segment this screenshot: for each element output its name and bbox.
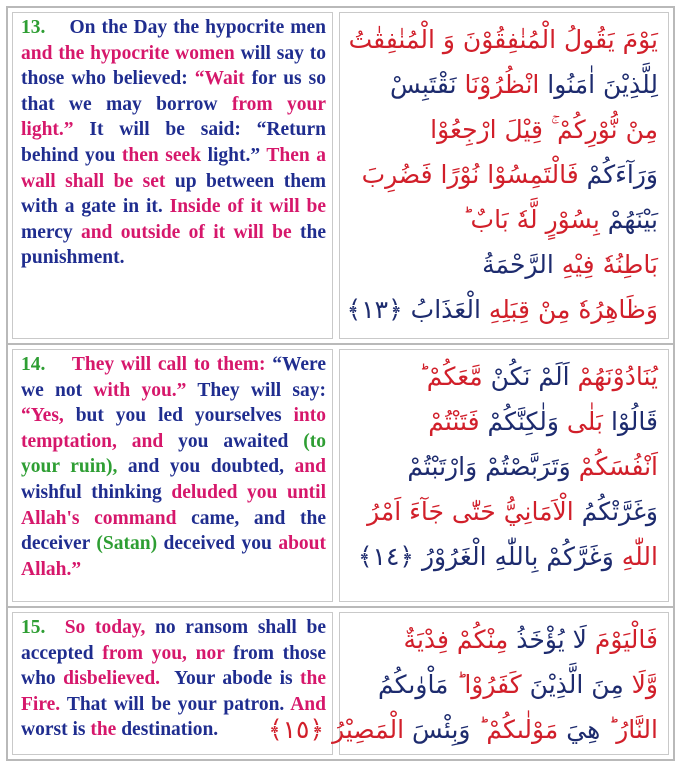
arabic-segment: يَوْمَ يَقُولُ الْمُنٰفِقُوْنَ وَ الْمُنٰفِقٰتُ: [348, 25, 658, 54]
arabic-segment: بَلٰى: [558, 407, 603, 436]
verse-row-15: [8, 608, 673, 759]
translation-segment: wishful thinking: [21, 456, 331, 503]
translation-segment: (to your ruin),: [21, 430, 331, 478]
arabic-segment: بَيْنَهُمْ: [599, 205, 658, 234]
verse-row-14: [8, 345, 673, 606]
arabic-text: [346, 354, 658, 579]
translation-segment: came, and the deceiver: [21, 507, 331, 555]
arabic-cell: [339, 12, 669, 339]
arabic-segment: النَّارُ ؕ: [600, 715, 658, 744]
arabic-segment: يُنَادُوْنَهُمْ: [569, 362, 658, 391]
english-translation: [21, 15, 331, 271]
translation-segment: Then a wall shall be set: [21, 144, 331, 192]
arabic-line: [346, 242, 658, 287]
arabic-line: [346, 152, 658, 197]
translation-segment: and: [294, 456, 326, 478]
arabic-line: [346, 62, 658, 107]
translation-segment: about Allah.”: [21, 533, 330, 580]
translation-segment: They will say:: [186, 379, 331, 401]
verse-number: 14.: [21, 354, 46, 375]
arabic-segment: وَغَرَّكُمْ بِاللّٰهِ الْغَرُوْرُ ﴿١٤﴾: [357, 542, 614, 571]
translation-segment: for us so that we may borrow: [21, 68, 331, 115]
translation-segment: Inside of it will be: [169, 196, 326, 218]
translation-segment: the Fire.: [21, 668, 331, 715]
translation-segment: light.”: [201, 144, 267, 166]
translation-segment: That will be your patron.: [60, 693, 291, 715]
arabic-segment: مَوْلٰىكُمْ ؕ: [470, 715, 559, 744]
arabic-segment: وَتَرَبَّصْتُمْ: [477, 452, 571, 481]
arabic-line: [346, 287, 658, 332]
arabic-segment: فَالْيَوْمَ: [586, 625, 658, 654]
translation-segment: no ransom shall be accepted: [21, 617, 331, 664]
arabic-cell: [339, 349, 669, 602]
arabic-segment: قَالُوْا: [603, 407, 658, 436]
arabic-segment: بِسُوْرٍ لَّهٗ بَابٌ ؕ: [462, 205, 600, 234]
arabic-line: [346, 489, 658, 534]
verse-number: 15.: [21, 617, 46, 638]
arabic-segment: لِلَّذِيْنَ اٰمَنُوا: [539, 70, 658, 99]
translation-segment: It will be said: “Return behind you: [21, 119, 331, 166]
arabic-line: [346, 662, 658, 707]
translation-segment: with you.”: [93, 379, 187, 401]
arabic-segment: وَظَاهِرُهٗ مِنْ قِبَلِهِ: [480, 295, 658, 324]
english-cell: [12, 349, 333, 602]
arabic-segment: الْعَذَابُ ﴿١٣﴾: [346, 295, 481, 324]
arabic-line: [267, 707, 658, 752]
arabic-segment: وَغَرَّتْكُمُ: [573, 497, 658, 526]
translation-segment: into temptation, and: [21, 405, 331, 452]
arabic-segment: هِيَ: [558, 715, 601, 744]
translation-segment: “Were we not: [21, 354, 331, 401]
translation-segment: and the hypocrite women: [21, 42, 235, 64]
translation-segment: but you led yourselves: [63, 405, 294, 427]
translation-segment: the punishment.: [21, 221, 331, 269]
arabic-segment: وَرَآءَكُمْ: [578, 160, 658, 189]
translation-segment: up between them with a gate in it.: [21, 170, 331, 218]
translation-segment: Your abode is: [160, 668, 300, 690]
translation-segment: deluded you until Allah's command: [21, 481, 330, 529]
arabic-text: [346, 17, 658, 332]
arabic-line: [346, 534, 658, 579]
arabic-line: [346, 107, 658, 152]
arabic-segment: لَا يُؤْخَذُ: [508, 625, 587, 654]
translation-segment: you awaited: [163, 430, 304, 452]
translation-segment: “Wait: [194, 68, 245, 90]
translation-segment: deceived you: [157, 533, 279, 555]
arabic-segment: وَارْتَبْتُمْ: [407, 452, 478, 481]
arabic-segment: اَنْفُسَكُمْ: [570, 452, 658, 481]
arabic-line: [346, 617, 658, 662]
translation-segment: And: [290, 693, 326, 715]
arabic-segment: مِنَ الَّذِيْنَ: [521, 670, 624, 699]
arabic-line: [346, 354, 658, 399]
arabic-segment: الرَّحْمَةُ: [482, 250, 554, 279]
english-cell: [12, 12, 333, 339]
translation-segment: the: [90, 719, 117, 741]
translation-segment: On the Day the hypocrite men: [45, 17, 331, 38]
translation-segment: from you, nor: [102, 642, 225, 664]
translation-segment: worst is: [21, 693, 331, 741]
arabic-line: [346, 17, 658, 62]
arabic-segment: اللّٰهِ: [613, 542, 658, 571]
arabic-segment: مِنْكُمْ فِدْيَةٌ: [403, 625, 509, 654]
arabic-segment: وَّلَا: [623, 670, 658, 699]
translation-segment: disbelieved.: [63, 668, 161, 690]
translation-segment: and you doubted,: [117, 456, 295, 478]
arabic-segment: مَاْوٰىكُمُ: [377, 670, 449, 699]
translation-segment: and outside of it will be: [80, 221, 292, 243]
translation-segment: mercy: [21, 196, 331, 243]
arabic-segment: نَقْتَبِسْ: [389, 70, 457, 99]
arabic-segment: كَفَرُوْا ؕ: [448, 670, 522, 699]
arabic-segment: بَاطِنُهٗ فِيْهِ: [553, 250, 658, 279]
translation-segment: from your light.”: [21, 93, 331, 141]
arabic-segment: وَبِئْسَ: [404, 715, 471, 744]
translation-segment: will say to those who believed:: [21, 42, 331, 90]
arabic-segment: فَتَنْتُمْ: [428, 407, 480, 436]
arabic-segment: انْظُرُوْنَا: [456, 70, 540, 99]
arabic-segment: اَلَمْ نَكُنْ: [482, 362, 570, 391]
arabic-segment: مَّعَكُمْ ؕ: [418, 362, 483, 391]
verse-number: 13.: [21, 17, 46, 38]
translation-segment: (Satan): [96, 533, 158, 555]
arabic-segment: الْاَمَانِيُّ حَتّٰى جَآءَ اَمْرُ: [367, 497, 574, 526]
english-translation: [21, 352, 331, 582]
translation-segment: destination.: [116, 719, 219, 741]
arabic-segment: وَلٰكِنَّكُمْ: [479, 407, 559, 436]
arabic-segment: الْمَصِيْرُ ﴿١٥﴾: [267, 715, 405, 744]
arabic-line: [346, 399, 658, 444]
translation-segment: So today,: [45, 617, 156, 638]
arabic-line: [346, 444, 658, 489]
arabic-segment: مِنْ نُّوْرِكُمْ ۚ قِيْلَ ارْجِعُوْا: [430, 115, 658, 144]
verse-table: [6, 6, 675, 761]
verse-row-13: [8, 8, 673, 343]
arabic-line: [346, 197, 658, 242]
translation-segment: then seek: [121, 144, 202, 166]
arabic-segment: فَالْتَمِسُوْا نُوْرًا فَضُرِبَ: [361, 160, 579, 189]
translation-segment: They will call to them:: [45, 354, 273, 375]
translation-segment: “Yes,: [21, 405, 64, 427]
translation-segment: from those who: [21, 642, 331, 690]
